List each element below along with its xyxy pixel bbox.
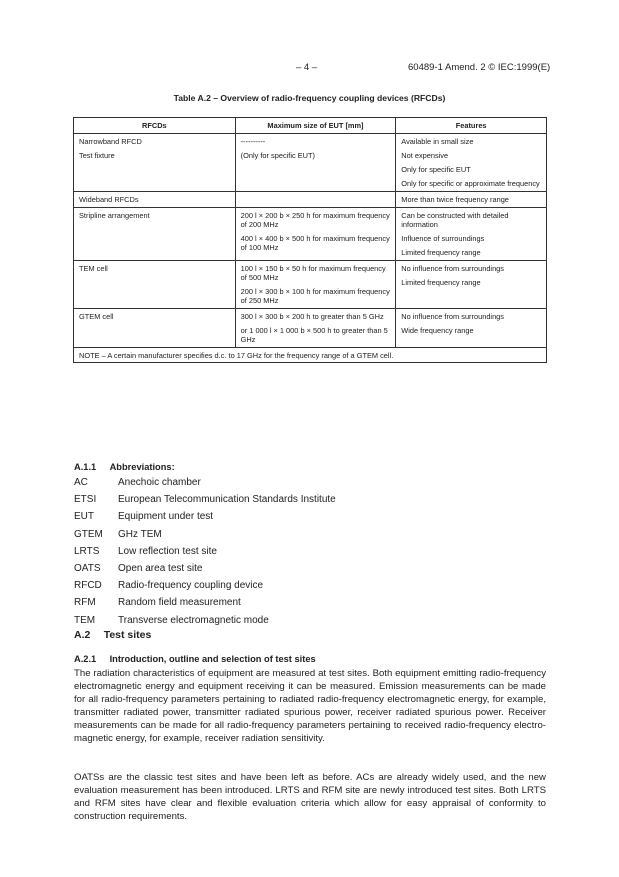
cell-text: Only for specific or approximate frequency: [401, 179, 540, 188]
cell-text: (Only for specific EUT): [240, 151, 315, 160]
column-header: Features: [396, 118, 547, 134]
abbreviation: LRTS: [74, 545, 100, 557]
abbreviation-item: [74, 494, 336, 511]
abbreviation: RFCD: [74, 580, 102, 592]
table-row: [74, 208, 547, 261]
cell-text: 300 l × 300 b × 200 h to greater than 5 GHz: [240, 312, 384, 321]
table-cell-features: [396, 261, 547, 309]
abbreviations-heading: A.1.1 Abbreviations:: [74, 462, 175, 472]
abbreviation-meaning: Anechoic chamber: [118, 477, 201, 488]
cell-text: GTEM cell: [79, 312, 114, 321]
table-cell-name: [74, 134, 236, 192]
table-cell-name: [74, 208, 236, 261]
table-row: [74, 134, 547, 192]
abbreviation: EUT: [74, 511, 94, 523]
abbreviation-item: [74, 529, 336, 546]
cell-text: No influence from surroundings: [401, 264, 504, 273]
cell-text: Limited frequency range: [401, 278, 481, 287]
table-note: NOTE – A certain manufacturer specifies d.c. to 17 GHz for the frequency range of a GTEM cell.: [74, 348, 547, 363]
abbreviation-item: [74, 546, 336, 563]
cell-text: Limited frequency range: [401, 248, 481, 257]
paragraph: The radiation characteristics of equipment are measured at test sites. Both equipment emitting radio-frequency electromagnetic energy and equipment receiving it can be measured. Emission measurements can be made for all radio-frequency parameters pertaining to radiated radio-frequency electromagnetic energy, for example, transmitter radiated power, transmitter radiated spurious power, receiver radiated spurious power. Receiver measurements can be made for all radio-frequency parameters pertaining to received radio-frequency electro-magnetic energy, for example, receiver radiation sensitivity.: [74, 668, 546, 744]
table-cell-size: [235, 192, 396, 208]
cell-text: ----------: [240, 137, 266, 146]
abbreviation-item: [74, 597, 336, 614]
cell-text: No influence from surroundings: [401, 312, 504, 321]
abbreviation-meaning: GHz TEM: [118, 528, 162, 540]
cell-text: Wide frequency range: [401, 326, 474, 335]
table-title: Table A.2 – Overview of radio-frequency coupling devices (RFCDs): [173, 93, 446, 103]
column-header: Maximum size of EUT [mm]: [235, 118, 396, 134]
table-cell-size: [235, 134, 396, 192]
abbreviation: TEM: [74, 614, 96, 626]
abbreviations-list: [74, 477, 336, 632]
cell-text: Only for specific EUT: [401, 165, 471, 174]
table-cell-features: [396, 192, 547, 208]
rfcd-table: [73, 117, 547, 363]
cell-text: 200 l × 200 b × 250 h for maximum frequency of 200 MHz: [240, 211, 390, 229]
paragraph: OATSs are the classic test sites and have been left as before. ACs are already widely used, and the new evaluation measurement has been introduced. LRTS and RFM site are newly introduced test sites. Both LRTS and RFM sites have clear and flexible evaluation criteria which allow for easy appraisal of conformity to construction requirements.: [74, 772, 546, 822]
abbreviation-meaning: Low reflection test site: [118, 545, 217, 557]
cell-text: Narrowband RFCD: [79, 137, 142, 146]
cell-text: Influence of surroundings: [401, 234, 485, 243]
abbreviation-item: [74, 563, 336, 580]
table-cell-features: [396, 309, 547, 348]
table-note-row: [74, 348, 547, 363]
cell-text: Test fixture: [79, 151, 115, 160]
cell-text: Wideband RFCDs: [79, 195, 139, 204]
abbreviation: AC: [74, 477, 88, 488]
abbreviation-meaning: Radio-frequency coupling device: [118, 580, 264, 592]
table-row: [74, 192, 547, 208]
table-cell-size: [235, 309, 396, 348]
column-header: RFCDs: [74, 118, 236, 134]
abbreviation-item: [74, 477, 336, 494]
page-number: – 4 –: [296, 62, 318, 73]
abbreviation: ETSI: [74, 494, 97, 506]
cell-text: 100 l × 150 b × 50 h for maximum frequency of 500 MHz: [240, 264, 386, 282]
cell-text: Stripline arrangement: [79, 211, 150, 220]
cell-text: Available in small size: [401, 137, 474, 146]
subsection-heading: A.2.1 Introduction, outline and selection of test sites: [74, 654, 316, 664]
table-row: [74, 261, 547, 309]
cell-text: TEM cell: [79, 264, 108, 273]
abbreviation-meaning: Open area test site: [118, 562, 203, 574]
abbreviation: OATS: [74, 562, 101, 574]
cell-text: Not expensive: [401, 151, 449, 160]
document-reference: 60489-1 Amend. 2 © IEC:1999(E): [408, 62, 551, 73]
section-heading: A.2 Test sites: [74, 629, 152, 641]
cell-text: More than twice frequency range: [401, 195, 509, 204]
table-row: [74, 309, 547, 348]
abbreviation-meaning: Random field measurement: [118, 597, 241, 609]
abbreviation-meaning: Transverse electromagnetic mode: [118, 614, 269, 626]
abbreviation-item: [74, 580, 336, 597]
cell-text: 400 l × 400 b × 500 h for maximum frequency of 100 MHz: [240, 234, 390, 252]
table-cell-name: [74, 192, 236, 208]
abbreviation: GTEM: [74, 528, 103, 540]
abbreviation-meaning: European Telecommunication Standards Institute: [118, 494, 336, 506]
cell-text: 200 l × 300 b × 100 h for maximum frequency of 250 MHz: [240, 287, 390, 305]
table-cell-size: [235, 261, 396, 309]
cell-text: Can be constructed with detailed information: [401, 211, 509, 229]
cell-text: or 1 000 l × 1 000 b × 500 h to greater than 5 GHz: [240, 326, 388, 344]
abbreviation-item: [74, 511, 336, 528]
table-cell-name: [74, 261, 236, 309]
table-cell-features: [396, 134, 547, 192]
table-cell-features: [396, 208, 547, 261]
abbreviation-meaning: Equipment under test: [118, 511, 214, 523]
table-cell-name: [74, 309, 236, 348]
abbreviation: RFM: [74, 597, 96, 609]
table-cell-size: [235, 208, 396, 261]
